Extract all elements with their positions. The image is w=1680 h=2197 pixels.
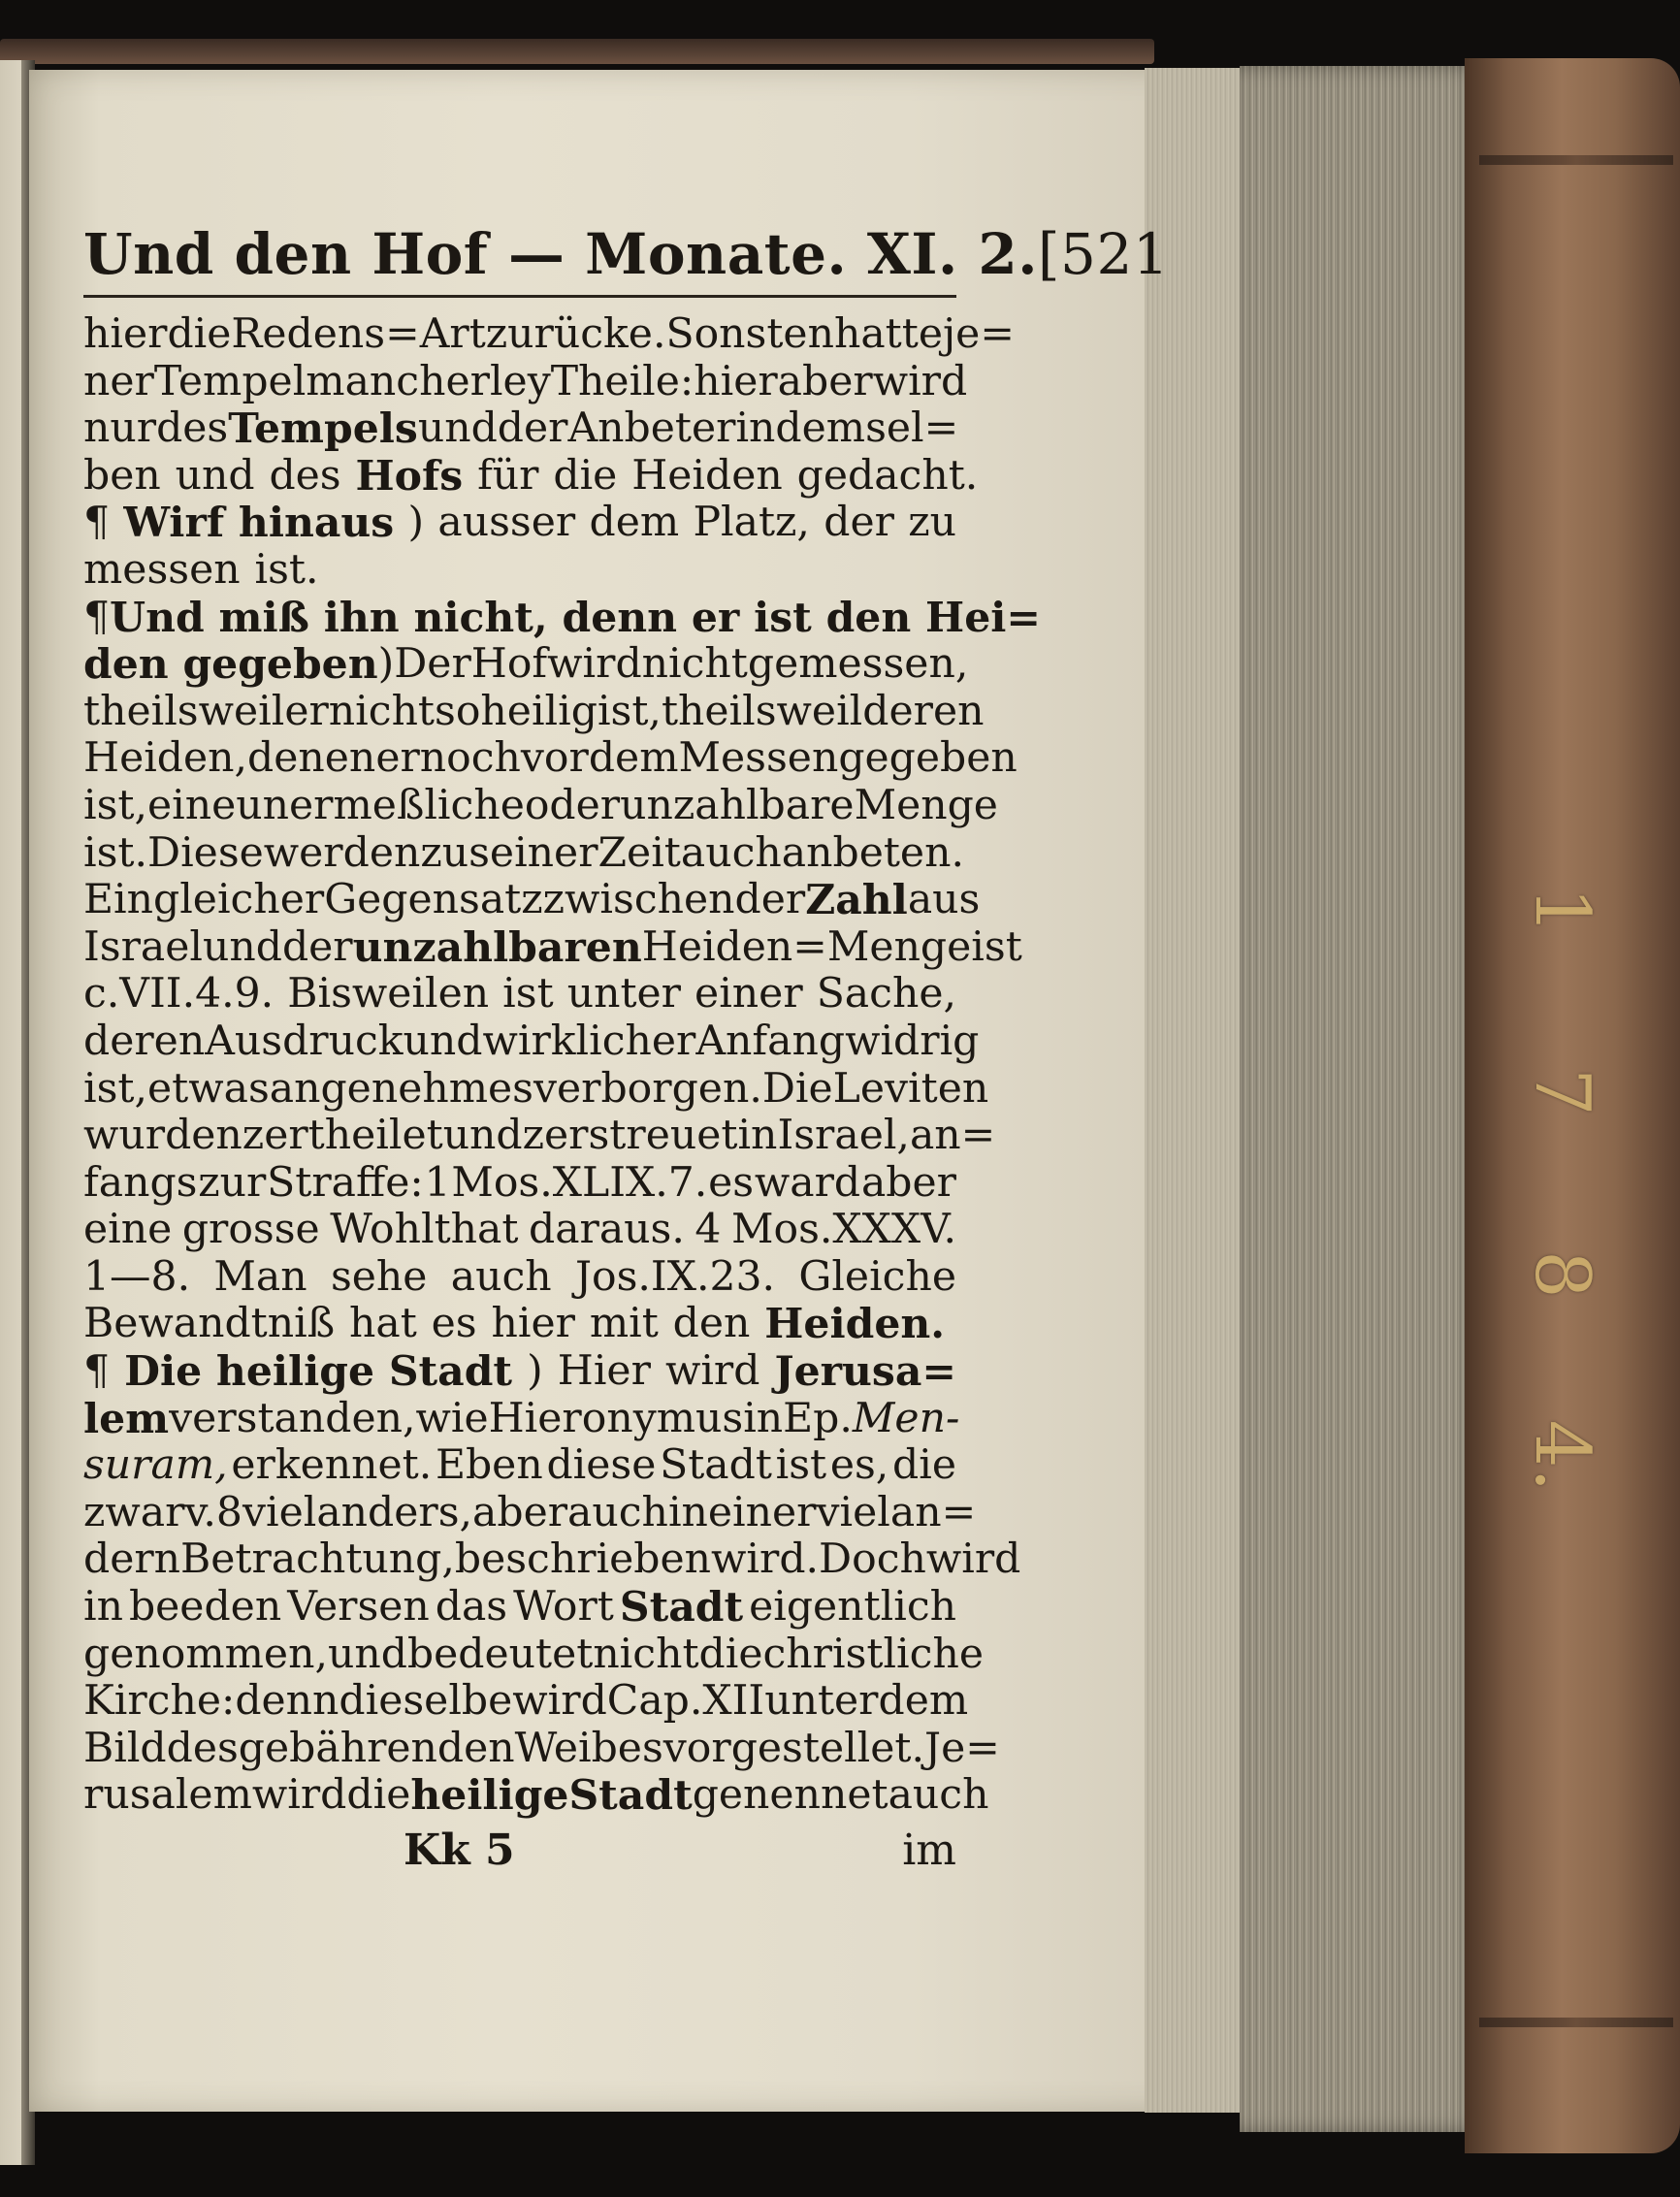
word: Ausdruck xyxy=(205,1017,404,1065)
word: gebährenden xyxy=(238,1724,515,1772)
word: in xyxy=(735,404,776,453)
word: Leviten xyxy=(832,1064,989,1113)
word: Stadt xyxy=(619,1583,744,1632)
word: vor xyxy=(520,734,589,783)
word: mit xyxy=(589,1300,659,1348)
word: hier xyxy=(694,357,778,405)
word: erkennet. xyxy=(231,1441,433,1490)
word: auch xyxy=(888,1771,989,1820)
word: Heiden. xyxy=(764,1300,946,1349)
word: dieselbe xyxy=(339,1677,513,1726)
word: ¶ xyxy=(83,499,111,547)
word: viel xyxy=(816,1488,890,1536)
word: ist xyxy=(971,922,1022,971)
word: sehe xyxy=(330,1252,428,1301)
word: ) xyxy=(527,1347,543,1396)
word: unermeßliche xyxy=(236,781,525,829)
word: genennet xyxy=(692,1771,888,1820)
word: denen xyxy=(247,734,376,783)
page-stack xyxy=(1145,68,1242,2113)
word: fangs xyxy=(83,1158,198,1207)
word: Hof xyxy=(470,640,548,689)
word: grosse xyxy=(181,1206,320,1254)
word: und xyxy=(417,404,498,453)
text-line xyxy=(83,451,979,501)
fore-edge xyxy=(1240,66,1482,2132)
word: des xyxy=(269,451,341,500)
word: dem xyxy=(589,499,680,547)
word: Wirf hinaus xyxy=(123,499,395,548)
text-line xyxy=(83,1254,956,1302)
word: Hier xyxy=(557,1347,651,1396)
word: und xyxy=(327,1630,407,1678)
word: er xyxy=(284,687,329,735)
word: deren xyxy=(862,687,985,735)
word: dem xyxy=(878,1677,969,1726)
word: ist. xyxy=(254,545,319,594)
text-line xyxy=(83,922,1022,972)
word: unzahlbare xyxy=(620,781,855,829)
word: Israel, xyxy=(777,1112,910,1160)
text-line xyxy=(83,971,956,1018)
word: je= xyxy=(942,310,1015,358)
word: Stadt xyxy=(568,1771,693,1821)
word: seiner xyxy=(468,828,598,877)
text-line xyxy=(83,734,1018,783)
text-line xyxy=(83,1677,969,1726)
text-line xyxy=(83,1630,984,1679)
word: ist xyxy=(502,970,554,1018)
word: wird xyxy=(925,1535,1021,1584)
word: eine xyxy=(147,781,237,829)
word: hier xyxy=(491,1300,575,1348)
text-line xyxy=(83,404,959,454)
word: ist, xyxy=(83,781,147,829)
text-line xyxy=(83,1771,989,1821)
word: Menge xyxy=(854,781,998,829)
word: oder xyxy=(524,781,621,829)
word: angenehmes xyxy=(269,1064,533,1113)
text-line xyxy=(83,547,956,595)
word: und xyxy=(403,1017,483,1065)
word: lem xyxy=(83,1394,170,1443)
word: auch xyxy=(680,828,782,877)
word: ist, xyxy=(83,1064,147,1113)
word: Hofs xyxy=(355,451,464,501)
text-line xyxy=(83,1207,956,1254)
word: in xyxy=(743,1394,784,1442)
word: einer xyxy=(707,1488,817,1536)
word: der xyxy=(734,876,806,924)
word: etwas xyxy=(147,1064,270,1113)
word: auch xyxy=(567,1488,668,1536)
word: ausser xyxy=(437,499,576,547)
word: heilige xyxy=(410,1771,569,1821)
word: diese xyxy=(546,1441,657,1490)
spine-year xyxy=(1513,873,1610,1494)
word: wirklicher xyxy=(482,1017,696,1065)
word: zurücke. xyxy=(485,310,666,358)
word: wird. xyxy=(711,1535,820,1584)
word: beschrieben xyxy=(454,1535,712,1584)
word: wird xyxy=(251,1771,347,1820)
word: Cap.XII xyxy=(606,1677,765,1726)
word: für xyxy=(477,451,539,500)
word: zerstreuet xyxy=(522,1112,738,1160)
word: Sache, xyxy=(816,970,956,1018)
word: ist xyxy=(775,1441,827,1490)
word: bedeutet xyxy=(406,1630,594,1678)
word: weil xyxy=(198,687,285,735)
word: des xyxy=(156,404,229,453)
word: nicht xyxy=(641,640,748,689)
word: die xyxy=(167,310,232,358)
word: anbeten. xyxy=(781,828,964,877)
word: christliche xyxy=(762,1630,984,1678)
word: Wohlthat xyxy=(330,1206,519,1254)
word: die xyxy=(553,451,618,500)
word: verborgen. xyxy=(533,1064,762,1113)
word: dern xyxy=(83,1535,181,1584)
word: Redens=Art xyxy=(231,310,486,358)
word: Kirche: xyxy=(83,1677,236,1726)
running-head xyxy=(83,221,1170,298)
word: Die heilige Stadt xyxy=(124,1347,513,1397)
word: rusalem xyxy=(83,1771,252,1820)
word: ¶ xyxy=(83,1347,111,1396)
word: wird xyxy=(547,640,642,689)
word: der xyxy=(824,499,894,547)
body-text xyxy=(83,310,1041,1821)
spine-digit: 4. xyxy=(1517,1419,1605,1493)
word: ner xyxy=(83,357,154,405)
word: und xyxy=(203,922,282,971)
word: Je= xyxy=(924,1724,1000,1772)
text-line xyxy=(83,1017,980,1066)
word: wird xyxy=(512,1677,607,1726)
word: Anbeter xyxy=(567,404,736,453)
word: beeden xyxy=(128,1583,282,1632)
word: Mos.XLIX.7. xyxy=(451,1158,708,1207)
word: Diese xyxy=(147,828,264,877)
word: aber xyxy=(777,357,873,405)
word: an= xyxy=(909,1112,996,1160)
word: ) xyxy=(377,640,395,689)
word: heilig xyxy=(480,687,598,735)
word: theils xyxy=(83,687,199,735)
word: hier xyxy=(83,310,168,358)
text-line xyxy=(83,876,981,925)
text-line xyxy=(83,1584,956,1632)
word: unter xyxy=(764,1677,879,1726)
word: Versen xyxy=(287,1583,430,1632)
word: Wort xyxy=(513,1583,614,1632)
word: Ep. xyxy=(783,1394,853,1442)
word: deren xyxy=(83,1017,206,1065)
word: Sonsten xyxy=(665,310,834,358)
word: anders, xyxy=(316,1488,473,1536)
word: das xyxy=(435,1583,508,1632)
word: Tempel xyxy=(153,357,307,405)
word: widrig xyxy=(845,1017,980,1065)
word: verstanden, xyxy=(169,1394,416,1442)
word: ¶ xyxy=(83,593,111,641)
spine-band xyxy=(1479,2018,1673,2027)
word: Doch xyxy=(819,1535,926,1584)
text-line xyxy=(83,828,964,878)
word: zu xyxy=(908,499,956,547)
word: den gegeben xyxy=(83,640,378,690)
word: des xyxy=(166,1724,239,1772)
text-line xyxy=(83,1488,977,1537)
word: messen xyxy=(83,545,241,594)
word: eine xyxy=(83,1206,173,1254)
word: zwischen xyxy=(542,876,735,924)
word: aus xyxy=(907,876,981,924)
text-line xyxy=(83,1348,956,1396)
word: Messen xyxy=(678,734,839,783)
word: auch xyxy=(450,1252,552,1301)
spine-band xyxy=(1479,155,1673,165)
spine-digit: 8 xyxy=(1517,1249,1605,1299)
word: Theile: xyxy=(550,357,695,405)
word: so xyxy=(435,687,481,735)
word: ) xyxy=(407,499,425,547)
word: Man xyxy=(213,1252,307,1301)
word: Ein xyxy=(83,876,153,924)
word: zur xyxy=(198,1158,267,1207)
word: 1—8. xyxy=(83,1252,191,1301)
text-line xyxy=(83,500,956,547)
word: Heiden xyxy=(631,451,783,500)
word: zwar xyxy=(83,1488,185,1536)
word: eigentlich xyxy=(749,1583,956,1632)
word: hatte xyxy=(833,310,943,358)
word: Und miß ihn nicht, denn er ist den Hei= xyxy=(110,593,1041,642)
page-footer xyxy=(83,1825,956,1875)
word: Israel xyxy=(83,922,203,971)
word: ward xyxy=(754,1158,861,1207)
text-line xyxy=(83,1112,996,1160)
word: noch xyxy=(419,734,521,783)
word: theils xyxy=(661,687,777,735)
text-line xyxy=(83,310,1015,359)
word: einer xyxy=(695,970,803,1018)
word: wird xyxy=(664,1347,760,1396)
book-cover-edge xyxy=(0,39,1154,64)
word: der xyxy=(281,922,353,971)
word: wird xyxy=(872,357,968,405)
word: unzahlbaren xyxy=(352,922,642,972)
text-line xyxy=(83,1442,956,1490)
word: Der xyxy=(394,640,471,689)
word: Platz, xyxy=(693,499,810,547)
word: gemessen, xyxy=(747,640,969,689)
word: nur xyxy=(83,404,157,453)
word: in xyxy=(737,1112,778,1160)
word: wurden xyxy=(83,1112,242,1160)
word: genommen, xyxy=(83,1630,328,1678)
text-line xyxy=(83,1724,1000,1773)
word: Stadt xyxy=(660,1441,772,1490)
spine-digit: 7 xyxy=(1517,1068,1605,1117)
word: aber xyxy=(472,1488,568,1536)
word: Betrachtung, xyxy=(180,1535,455,1584)
text-line xyxy=(83,781,998,830)
word: viel xyxy=(242,1488,317,1536)
word: zertheilet xyxy=(242,1112,443,1160)
word: Tempels xyxy=(228,404,418,454)
word: Eben xyxy=(435,1441,543,1490)
word: Hieronymus xyxy=(488,1394,744,1442)
word: hat xyxy=(348,1300,417,1348)
word: Men- xyxy=(852,1394,960,1442)
word: Jerusa= xyxy=(774,1347,956,1397)
word: Jos.IX.23. xyxy=(574,1252,776,1301)
catchword: im xyxy=(902,1825,956,1875)
word: in xyxy=(83,1583,123,1632)
word: der xyxy=(497,404,568,453)
signature-mark: Kk 5 xyxy=(404,1825,515,1875)
word: 4 xyxy=(695,1206,722,1254)
word: nicht xyxy=(593,1630,699,1678)
word: c.VII.4.9. xyxy=(83,970,275,1018)
word: es, xyxy=(829,1441,889,1490)
word: es xyxy=(708,1158,755,1207)
word: ist, xyxy=(597,687,662,735)
word: in xyxy=(667,1488,708,1536)
word: wie xyxy=(415,1394,489,1442)
word: dem xyxy=(588,734,679,783)
word: und xyxy=(442,1112,523,1160)
word: daraus. xyxy=(528,1206,685,1254)
word: mancherley xyxy=(306,357,551,405)
word: gleicher xyxy=(153,876,325,924)
word: die xyxy=(698,1630,763,1678)
word: gegeben xyxy=(838,734,1018,783)
word: Heiden, xyxy=(83,734,248,783)
word: werden xyxy=(263,828,421,877)
word: suram, xyxy=(83,1441,228,1490)
word: Bild xyxy=(83,1724,167,1772)
text-line xyxy=(83,687,985,736)
word: 1 xyxy=(424,1158,451,1207)
word: Bisweilen xyxy=(287,970,490,1018)
text-line xyxy=(83,640,969,690)
word: es xyxy=(431,1300,477,1348)
text-line xyxy=(83,1301,956,1348)
text-block xyxy=(83,221,1170,1875)
word: nicht xyxy=(328,687,436,735)
word: die xyxy=(346,1771,411,1820)
word: Heiden=Menge xyxy=(641,922,972,971)
word: Weibes xyxy=(514,1724,663,1772)
word: Straffe: xyxy=(267,1158,424,1207)
word: Bewandtniß xyxy=(83,1300,336,1348)
word: Die xyxy=(761,1064,833,1113)
word: und xyxy=(175,451,255,500)
word: vorgestellet. xyxy=(662,1724,925,1772)
word: Zeit xyxy=(598,828,681,877)
word: v.8 xyxy=(184,1488,242,1536)
text-line xyxy=(83,1535,1021,1584)
word: ist. xyxy=(83,828,147,877)
word: an= xyxy=(889,1488,977,1536)
word: ben xyxy=(83,451,161,500)
word: er xyxy=(375,734,420,783)
word: unter xyxy=(566,970,681,1018)
word: demsel= xyxy=(775,404,959,453)
word: zu xyxy=(420,828,469,877)
word: denn xyxy=(235,1677,339,1726)
word: gedacht. xyxy=(796,451,979,500)
word: Gleiche xyxy=(798,1252,956,1301)
spine-digit: 1 xyxy=(1517,887,1605,935)
word: die xyxy=(892,1441,956,1490)
word: weil xyxy=(776,687,863,735)
word: Zahl xyxy=(805,876,908,925)
text-line xyxy=(83,1064,989,1114)
text-line xyxy=(83,1160,956,1208)
word: Gegensatz xyxy=(324,876,543,924)
text-line xyxy=(83,357,968,406)
text-line xyxy=(83,593,1041,642)
word: Mos.XXXV. xyxy=(730,1206,956,1254)
running-head-title: Und den Hof — Monate. XI. 2. xyxy=(83,221,1038,287)
page-number: [521 xyxy=(1037,221,1170,287)
text-line xyxy=(83,1394,960,1443)
word: aber xyxy=(860,1158,956,1207)
word: Anfang xyxy=(695,1017,846,1065)
word: den xyxy=(672,1300,751,1348)
